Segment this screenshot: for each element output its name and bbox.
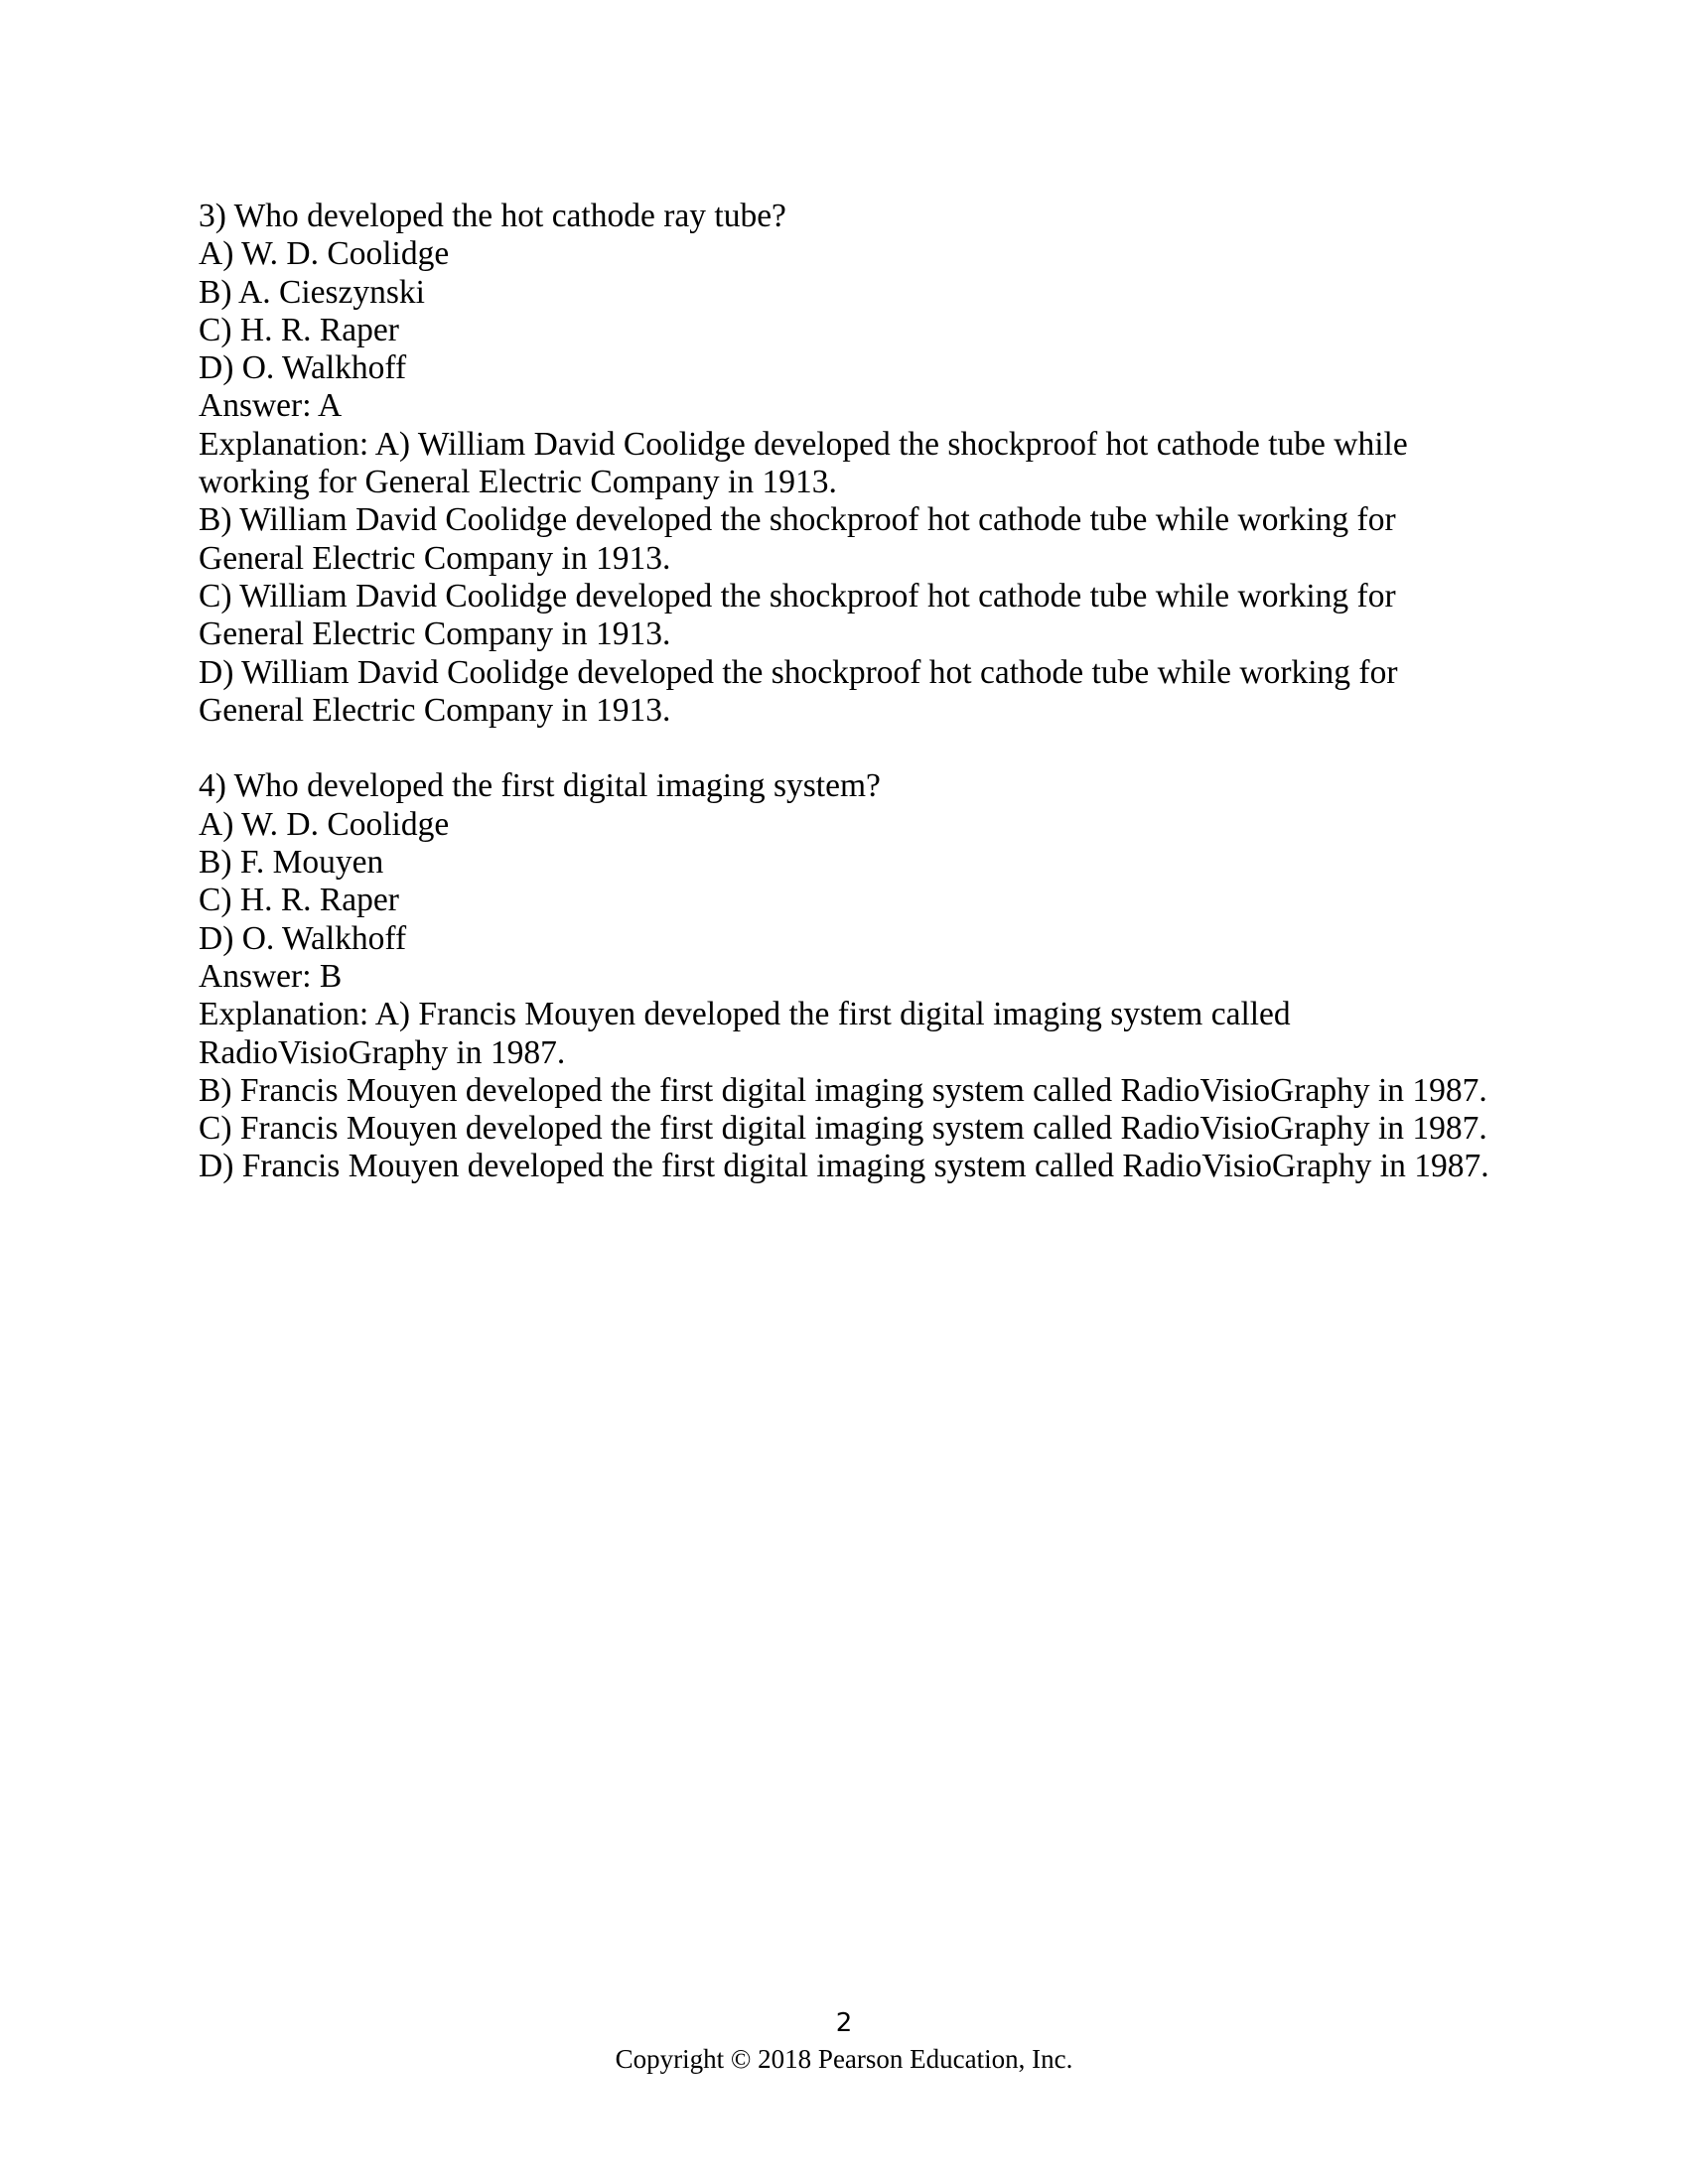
answer-option-b: B) F. Mouyen xyxy=(199,844,384,882)
page-number: 2 xyxy=(835,2008,853,2038)
explanation-line: B) William David Coolidge developed the shockproof hot cathode tube while working for xyxy=(199,501,1396,539)
question-block-3 xyxy=(199,198,1529,730)
explanation-line: B) Francis Mouyen developed the first digital imaging system called RadioVisioGraphy in 1987. xyxy=(199,1071,1487,1109)
answer-option-d: D) O. Walkhoff xyxy=(199,349,407,387)
explanation-line: General Electric Company in 1913. xyxy=(199,691,671,729)
copyright-notice: Copyright © 2018 Pearson Education, Inc. xyxy=(615,2044,1073,2074)
explanation-line: Explanation: A) Francis Mouyen developed the first digital imaging system called xyxy=(199,996,1291,1033)
explanation-line: Explanation: A) William David Coolidge developed the shockproof hot cathode tube while xyxy=(199,425,1408,463)
answer-option-a: A) W. D. Coolidge xyxy=(199,235,450,273)
answer-option-c: C) H. R. Raper xyxy=(199,311,399,348)
explanation-line: C) William David Coolidge developed the shockproof hot cathode tube while working for xyxy=(199,577,1396,614)
answer-option-b: B) A. Cieszynski xyxy=(199,273,425,311)
correct-answer: Answer: A xyxy=(199,387,343,425)
explanation-line: General Electric Company in 1913. xyxy=(199,615,671,653)
explanation-line: D) William David Coolidge developed the shockproof hot cathode tube while working for xyxy=(199,653,1398,691)
answer-option-a: A) W. D. Coolidge xyxy=(199,805,450,843)
answer-option-c: C) H. R. Raper xyxy=(199,882,399,919)
question-prompt: 3) Who developed the hot cathode ray tube? xyxy=(199,198,786,234)
document-body xyxy=(199,198,1529,1186)
answer-option-d: D) O. Walkhoff xyxy=(199,919,407,957)
explanation-line: C) Francis Mouyen developed the first digital imaging system called RadioVisioGraphy in 1987. xyxy=(199,1110,1487,1148)
question-prompt: 4) Who developed the first digital imaging system? xyxy=(199,767,881,805)
explanation-line: D) Francis Mouyen developed the first digital imaging system called RadioVisioGraphy in 1987. xyxy=(199,1148,1489,1185)
correct-answer: Answer: B xyxy=(199,957,343,995)
explanation-line: working for General Electric Company in 1913. xyxy=(199,464,837,501)
question-spacer xyxy=(199,730,1529,767)
explanation-line: RadioVisioGraphy in 1987. xyxy=(199,1033,566,1071)
explanation-line: General Electric Company in 1913. xyxy=(199,539,671,577)
question-block-4 xyxy=(199,767,1529,1185)
